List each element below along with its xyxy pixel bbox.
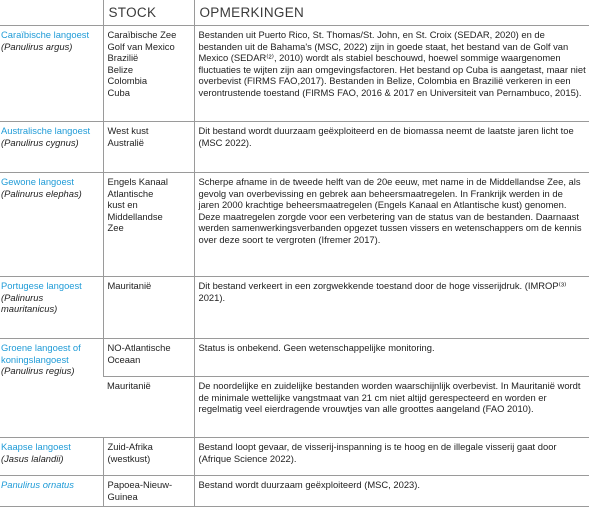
stock-line: Middellandse [107, 210, 163, 222]
stock-line: (westkust) [107, 452, 151, 464]
table-row [0, 26, 589, 122]
latin-name: (Panulirus cygnus) [1, 136, 79, 148]
stock-line: Cuba [107, 86, 130, 98]
table-row [0, 438, 589, 476]
table-row [0, 476, 589, 507]
stock-line: Brazilië [107, 52, 139, 63]
stock-line: Colombia [107, 75, 148, 86]
stock-line: Engels Kanaal [107, 176, 168, 187]
remark-cell: Dit bestand verkeert in een zorgwekkende toestand door de hoge visserijdruk. (IMROP⁽³⁾ 2021). [194, 277, 589, 339]
latin-name: (Palinurus elephas) [1, 187, 82, 199]
stock-cell [103, 26, 194, 122]
stock-cell [103, 377, 194, 438]
header-species [0, 0, 103, 26]
stock-line: Mauritanië [107, 380, 151, 391]
stock-line: Zee [107, 222, 124, 233]
latin-name: (Panulirus argus) [1, 40, 73, 52]
species-cell [0, 277, 103, 339]
species-cell [0, 476, 103, 507]
species-cell [0, 26, 103, 122]
table-row [0, 122, 589, 173]
remark-cell: De noordelijke en zuidelijke bestanden worden waarschijnlijk overbevist. In Mauritanië wordt de minimale wettelijke vangstmaat van 21 cm niet altijd gerespecteerd en worden er regelmatig veel eierdragende vrouwtjes van alle groottes aangeland (FAO 2010). [194, 377, 589, 438]
common-name: Groene langoest of koningslangoest [1, 342, 81, 365]
stock-line: Papoea-Nieuw- [107, 479, 173, 490]
common-name: Caraïbische langoest [1, 29, 90, 40]
latin-name: Panulirus ornatus [1, 479, 74, 490]
table-row [0, 277, 589, 339]
stock-line: West kust [107, 125, 149, 136]
stock-line: Caraïbische Zee [107, 29, 177, 40]
stock-line: kust en [107, 199, 138, 210]
table-header-row [0, 0, 589, 26]
remark-cell: Bestand wordt duurzaam geëxploiteerd (MSC, 2023). [194, 476, 589, 507]
common-name: Gewone langoest [1, 176, 74, 187]
stock-line: Golf van Mexico [107, 40, 175, 52]
species-cell [0, 438, 103, 476]
stock-line: Australië [107, 136, 144, 148]
stock-line: Zuid-Afrika [107, 441, 153, 452]
header-remarks: OPMERKINGEN [194, 0, 589, 26]
stock-cell [103, 476, 194, 507]
remark-cell: Dit bestand wordt duurzaam geëxploiteerd en de biomassa neemt de laatste jaren licht toe (MSC 2022). [194, 122, 589, 173]
common-name: Australische langoest [1, 125, 91, 136]
stock-cell [103, 339, 194, 377]
common-name: Portugese langoest [1, 280, 82, 291]
stock-cell [103, 122, 194, 173]
species-cell [0, 122, 103, 173]
stock-cell [103, 438, 194, 476]
stock-cell [103, 173, 194, 277]
species-cell [0, 339, 103, 438]
latin-name: (Palinurus mauritanicus) [1, 291, 58, 314]
header-stock: STOCK [103, 0, 194, 26]
latin-name: (Panulirus regius) [1, 365, 75, 376]
table-row [0, 339, 589, 377]
stock-line: Guinea [107, 490, 138, 502]
stock-line: Oceaan [107, 353, 141, 365]
stock-line: Atlantische [107, 187, 154, 199]
common-name: Kaapse langoest [1, 441, 71, 452]
remark-cell: Bestand loopt gevaar, de visserij-inspanning is te hoog en de illegale visserij gaat door (Afrique Science 2022). [194, 438, 589, 476]
species-cell [0, 173, 103, 277]
stock-line: NO-Atlantische [107, 342, 171, 353]
stock-cell [103, 277, 194, 339]
stock-line: Belize [107, 63, 134, 75]
remark-cell: Bestanden uit Puerto Rico, St. Thomas/St. John, en St. Croix (SEDAR, 2020) en de bestanden uit de Bahama's (MSC, 2022) zijn in goede staat, het bestand van de Golf van Mexico (SEDAR⁽²⁾, 2010) wordt als stabiel beschouwd, hoewel sommige waargenomen fluctuaties te wijten zijn aan omgevingsfactoren. Het bestand op Cuba is aangetast, maar niet overbevist (FIRMS FAO,2017). Bestanden in Belize, Colombia en Brazilië verkeren in een verontrustende toestand (FIRMS FAO, 2016 & 2017 en Universiteit van Pernambuco, 2015). [194, 26, 589, 122]
latin-name: (Jasus lalandii) [1, 452, 64, 464]
table-row [0, 173, 589, 277]
remark-cell: Scherpe afname in de tweede helft van de 20e eeuw, met name in de Middellandse Zee, als gevolg van overbevissing en gebrek aan beheersmaatregelen. In Frankrijk werden in de jaren 2000 krachtige beheersmaatregelen (Engels Kanaal en Atlantische kust) genomen. Deze maatregelen zorgde voor een verbetering van de status van de bestanden. Daarnaast werden samenwerkingsverbanden opgezet tussen vissers en wetenschappers om de kennis over deze soort te vergroten (Ifremer 2017). [194, 173, 589, 277]
remark-cell: Status is onbekend. Geen wetenschappelijke monitoring. [194, 339, 589, 377]
stock-line: Mauritanië [107, 280, 152, 291]
